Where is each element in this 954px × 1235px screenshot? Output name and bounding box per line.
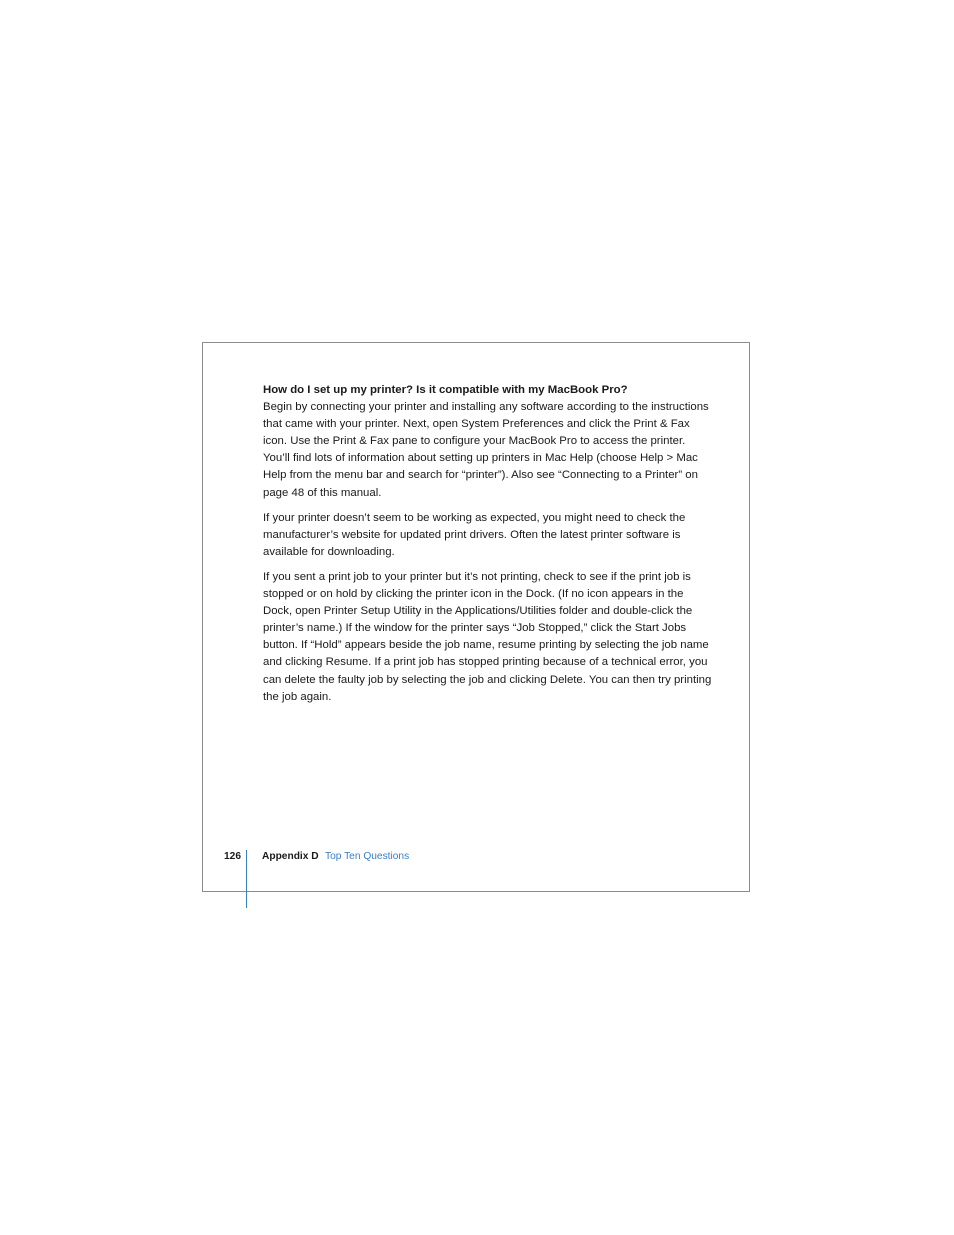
- body-text: [263, 382, 713, 714]
- paragraph-2: If your printer doesn’t seem to be working as expected, you might need to check the manufacturer’s website for updated print drivers. Often the latest printer software is available for downloading.: [263, 511, 686, 558]
- question-heading: How do I set up my printer? Is it compatible with my MacBook Pro?: [263, 384, 628, 396]
- paragraph-1: Begin by connecting your printer and installing any software according to the instructions that came with your printer. Next, open System Preferences and click the Print & Fax icon. Use the Print & Fax pane to configure your MacBook Pro to access the printer. You’ll find lots of information about setting up printers in Mac Help (choose Help > Mac Help from the menu bar and search for “printer”). Also see “Connecting to a Printer” on page 48 of this manual.: [263, 401, 709, 499]
- footer-chapter: Appendix D: [262, 851, 319, 862]
- paragraph-3: If you sent a print job to your printer but it’s not printing, check to see if the print job is stopped or on hold by clicking the printer icon in the Dock. (If no icon appears in the Dock, open Printer Setup Utility in the Applications/Utilities folder and double-click the printer’s name.) If the window for the printer says “Job Stopped,” click the Start Jobs button. If “Hold” appears beside the job name, resume printing by selecting the job name and clicking Resume. If a print job has stopped printing because of a technical error, you can delete the faulty job by selecting the job and clicking Delete. You can then try printing the job again.: [263, 570, 712, 703]
- page-number: 126: [224, 851, 241, 862]
- footer-chapter-title: Top Ten Questions: [325, 851, 410, 862]
- footer-divider: [246, 850, 247, 908]
